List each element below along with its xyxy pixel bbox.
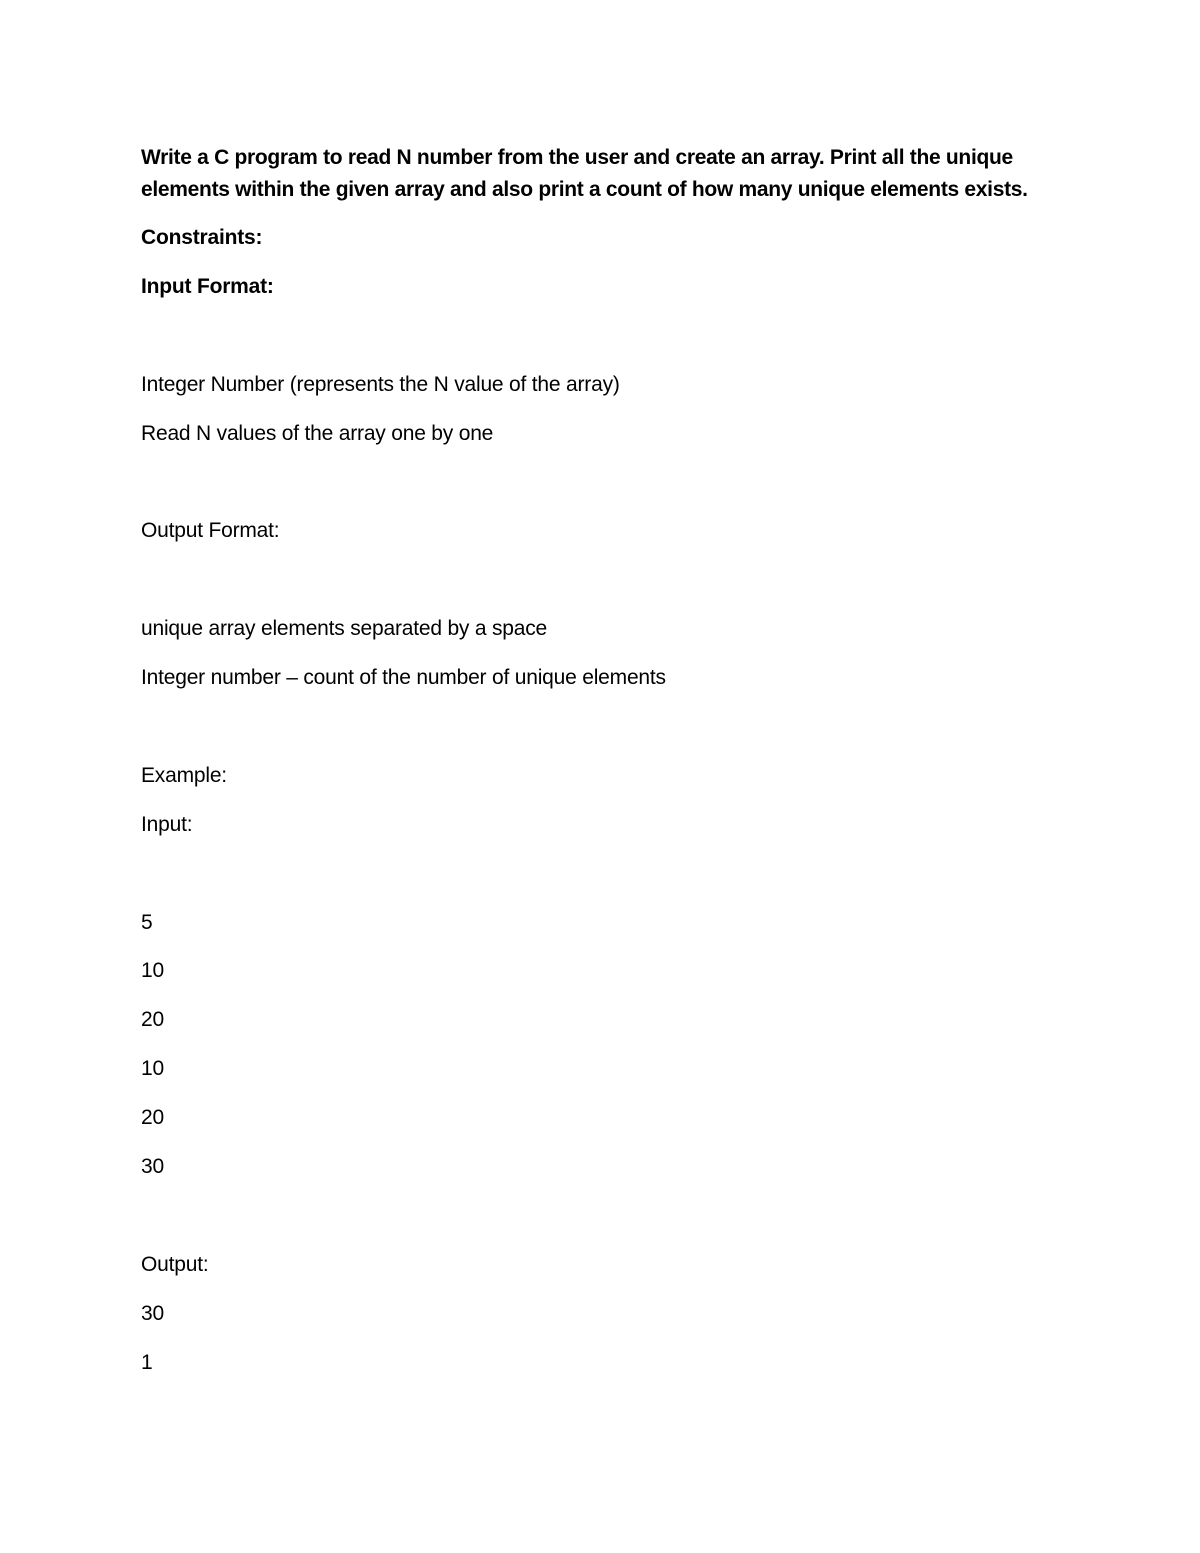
example-output-value: 1 <box>141 1351 153 1374</box>
output-heading: Output: <box>141 1253 209 1276</box>
output-format-line: unique array elements separated by a space <box>141 617 548 640</box>
example-input-value: 20 <box>141 1008 164 1031</box>
output-format-heading: Output Format: <box>141 519 280 542</box>
problem-statement: Write a C program to read N number from the user and create an array. Print all the unique elements within the given array and also print a count of how many unique elements exists. <box>141 146 1028 201</box>
input-format-heading: Input Format: <box>141 275 274 298</box>
example-input-value: 10 <box>141 959 164 982</box>
input-format-line: Integer Number (represents the N value of the array) <box>141 373 620 396</box>
example-input-value: 5 <box>141 911 153 934</box>
input-heading: Input: <box>141 813 193 836</box>
constraints-heading: Constraints: <box>141 226 263 249</box>
example-input-value: 20 <box>141 1106 164 1129</box>
example-output-value: 30 <box>141 1302 164 1325</box>
input-format-line: Read N values of the array one by one <box>141 422 494 445</box>
example-input-value: 30 <box>141 1155 164 1178</box>
example-input-value: 10 <box>141 1057 164 1080</box>
output-format-line: Integer number – count of the number of unique elements <box>141 666 666 689</box>
example-heading: Example: <box>141 764 227 787</box>
